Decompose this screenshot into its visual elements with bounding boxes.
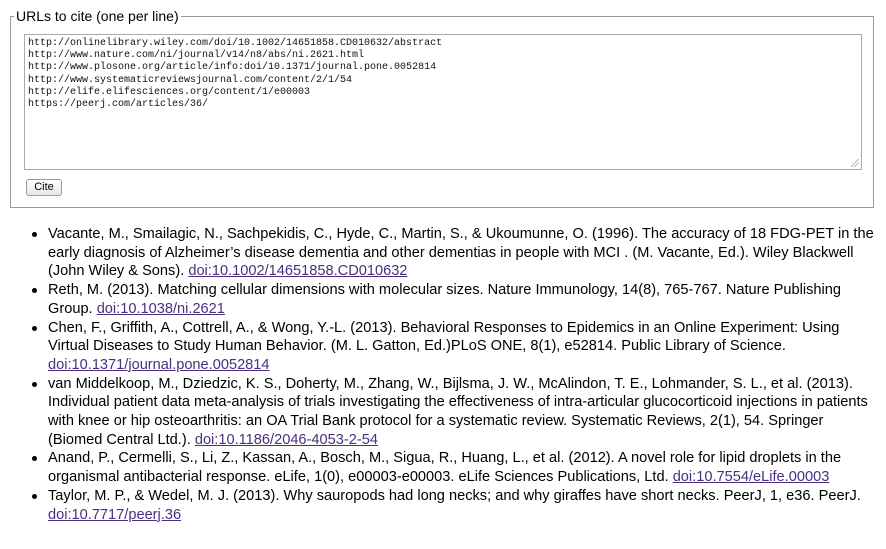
citation-text: van Middelkoop, M., Dziedzic, K. S., Doherty, M., Zhang, W., Bijlsma, J. W., McAlindon, T. E., Lohmander, S. L., et al. (2013). Individual patient data meta-analysis of trials investigating the effectiveness of intra-articular glucocorticoid injections in patients with knee or hip osteoarthritis: an OA Trial Bank protocol for a systematic review. Systematic Reviews, 2(1), 54. Springer (Biomed Central Ltd.). [48,375,868,448]
resize-grip-icon[interactable] [851,159,859,167]
urls-textarea[interactable] [24,34,862,170]
citation-text: Chen, F., Griffith, A., Cottrell, A., & Wong, Y.-L. (2013). Behavioral Responses to Epidemics in an Online Experiment: Using Virtual Diseases to Study Human Behavior. (M. L. Gatton, Ed.)PLoS ONE, 8(1), e52814. Public Library of Science. [48,319,840,355]
bullet-icon [32,382,37,387]
doi-link[interactable]: doi:10.7717/peerj.36 [48,506,182,523]
list-item [0,449,886,486]
bullet-icon [32,326,37,331]
url-line: http://onlinelibrary.wiley.com/doi/10.1002/14651858.CD010632/abstract [28,38,443,49]
list-item [0,225,886,281]
url-line: http://elife.elifesciences.org/content/1/e00003 [28,86,311,98]
url-line: http://www.systematicreviewsjournal.com/content/2/1/54 [28,74,353,86]
doi-link[interactable]: doi:10.1186/2046-4053-2-54 [194,431,378,448]
citation-list [0,225,886,524]
fieldset-legend: URLs to cite (one per line) [16,8,179,24]
url-line: https://peerj.com/articles/36/ [28,98,209,110]
citation-text: Vacante, M., Smailagic, N., Sachpekidis, C., Hyde, C., Martin, S., & Ukoumunne, O. (1996). The accuracy of 18 FDG-PET in the early diagnosis of Alzheimer’s disease dementia and other dementias in people with MCI . (M. Vacante, Ed.). Wiley Blackwell (John Wiley & Sons). [48,226,874,280]
list-item [0,281,886,318]
bullet-icon [32,494,37,499]
url-line: http://www.plosone.org/article/info:doi/10.1371/journal.pone.0052814 [28,62,437,74]
bullet-icon [32,456,37,461]
bullet-icon [32,232,37,237]
doi-link[interactable]: doi:10.1038/ni.2621 [96,300,225,317]
list-item [0,487,886,524]
list-item [0,319,886,375]
url-line: http://www.nature.com/ni/journal/v14/n8/abs/ni.2621.html [28,50,365,62]
citation-text: Taylor, M. P., & Wedel, M. J. (2013). Why sauropods had long necks; and why giraffes have short necks. PeerJ, 1, e36. PeerJ. [48,487,861,504]
bullet-icon [32,288,37,293]
citation-text: Reth, M. (2013). Matching cellular dimensions with molecular sizes. Nature Immunology, 14(8), 765-767. Nature Publishing Group. [48,282,842,317]
doi-link[interactable]: doi:10.1002/14651858.CD010632 [188,263,408,280]
cite-button[interactable]: Cite [26,179,62,196]
list-item [0,375,886,450]
doi-link[interactable]: doi:10.7554/eLife.00003 [672,469,830,486]
doi-link[interactable]: doi:10.1371/journal.pone.0052814 [48,356,270,373]
citation-text: Anand, P., Cermelli, S., Li, Z., Kassan, A., Bosch, M., Sigua, R., Huang, L., et al. (2012). A novel role for lipid droplets in the organismal antibacterial response. eLife, 1(0), e00003-e00003. eLife Sciences Publications, Ltd. [48,450,842,486]
